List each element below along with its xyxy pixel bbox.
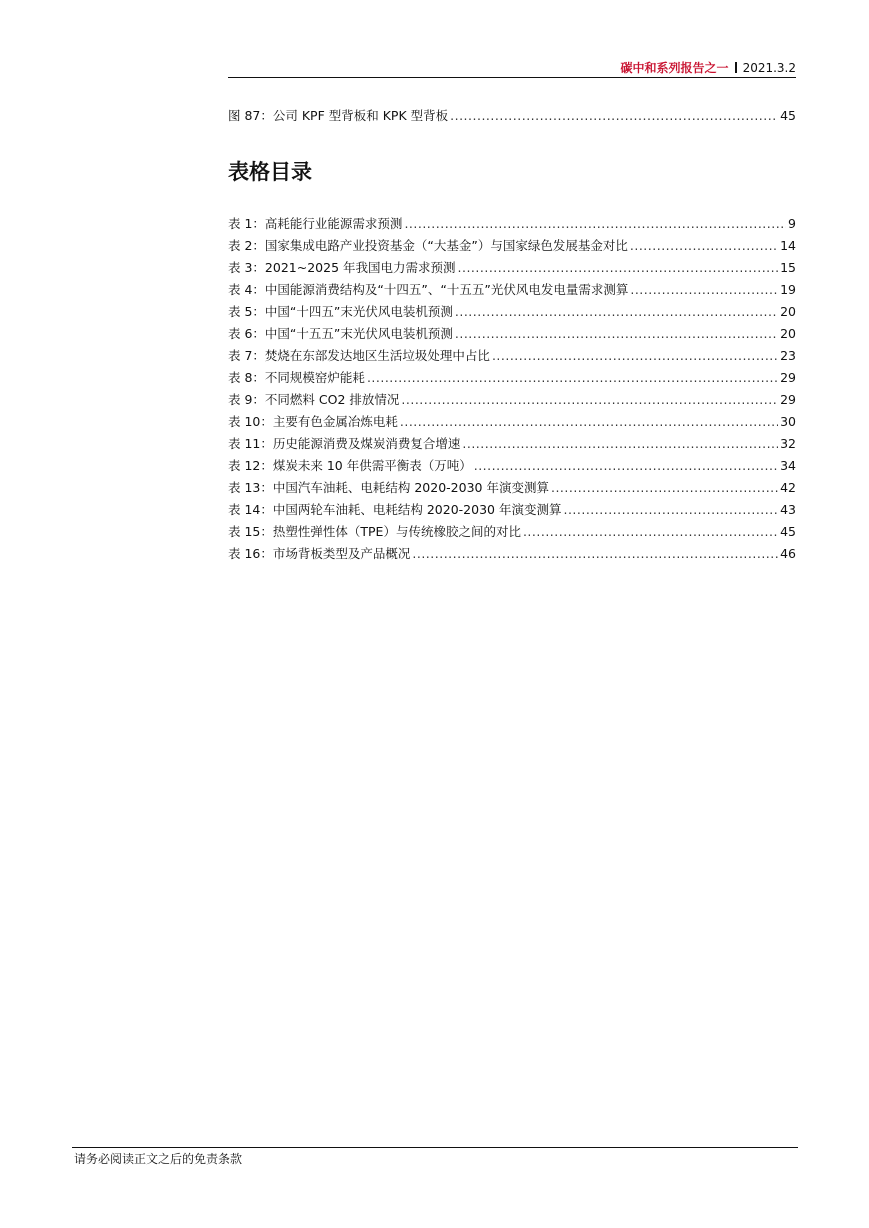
toc-leader-dots — [551, 478, 778, 498]
toc-leader-dots — [450, 106, 778, 126]
report-date: 2021.3.2 — [742, 61, 796, 75]
toc-leader-dots — [523, 522, 778, 542]
toc-entry-page: 20 — [780, 304, 796, 319]
toc-entry[interactable] — [228, 302, 796, 322]
toc-entry-page: 32 — [780, 436, 796, 451]
toc-leader-dots — [492, 346, 778, 366]
toc-entry[interactable] — [228, 544, 796, 564]
toc-entry[interactable] — [228, 478, 796, 498]
toc-entry-page: 34 — [780, 458, 796, 473]
figure-toc-entry[interactable] — [228, 106, 796, 126]
toc-entry-page: 29 — [780, 370, 796, 385]
toc-entry-label: 表 11：历史能源消费及煤炭消费复合增速 — [228, 436, 461, 451]
page-header — [228, 58, 796, 78]
toc-entry-page: 46 — [780, 546, 796, 561]
toc-entry[interactable] — [228, 346, 796, 366]
toc-entry-label: 表 7：焚烧在东部发达地区生活垃圾处理中占比 — [228, 348, 490, 363]
toc-entry-label: 表 4：中国能源消费结构及“十四五”、“十五五”光伏风电发电量需求测算 — [228, 282, 629, 297]
toc-leader-dots — [401, 390, 778, 410]
toc-entry-label: 表 2：国家集成电路产业投资基金（“大基金”）与国家绿色发展基金对比 — [228, 238, 628, 253]
toc-entry-page: 23 — [780, 348, 796, 363]
toc-leader-dots — [563, 500, 778, 520]
toc-entry-label: 表 1：高耗能行业能源需求预测 — [228, 216, 403, 231]
toc-entry-page: 29 — [780, 392, 796, 407]
header-divider — [228, 77, 796, 78]
toc-entry-page: 14 — [780, 238, 796, 253]
toc-entry-page: 43 — [780, 502, 796, 517]
toc-leader-dots — [455, 324, 778, 344]
toc-leader-dots — [458, 258, 779, 278]
toc-entry-page: 20 — [780, 326, 796, 341]
toc-entry[interactable] — [228, 456, 796, 476]
toc-leader-dots — [400, 412, 778, 432]
toc-entry-label: 表 3：2021~2025 年我国电力需求预测 — [228, 260, 456, 275]
toc-entry[interactable] — [228, 390, 796, 410]
toc-leader-dots — [455, 302, 778, 322]
toc-entry-label: 表 13：中国汽车油耗、电耗结构 2020-2030 年演变测算 — [228, 480, 549, 495]
toc-entry[interactable] — [228, 500, 796, 520]
toc-entry-label: 表 12：煤炭未来 10 年供需平衡表（万吨） — [228, 458, 472, 473]
toc-entry[interactable] — [228, 368, 796, 388]
toc-entry-page: 45 — [780, 524, 796, 539]
toc-leader-dots — [630, 280, 778, 300]
toc-leader-dots — [630, 236, 778, 256]
toc-entry-label: 表 6：中国“十五五”末光伏风电装机预测 — [228, 326, 453, 341]
toc-entry-page: 42 — [780, 480, 796, 495]
report-series-title: 碳中和系列报告之一 — [620, 61, 729, 75]
toc-leader-dots — [367, 368, 778, 388]
toc-entry-page: 45 — [780, 108, 796, 123]
toc-leader-dots — [462, 434, 778, 454]
toc-entry-label: 表 9：不同燃料 CO2 排放情况 — [228, 392, 400, 407]
toc-entry[interactable] — [228, 434, 796, 454]
toc-entry-label: 表 5：中国“十四五”末光伏风电装机预测 — [228, 304, 453, 319]
toc-entry-page: 15 — [780, 260, 796, 275]
toc-entry-label: 表 8：不同规模窑炉能耗 — [228, 370, 365, 385]
header-separator — [735, 62, 737, 73]
toc-entry[interactable] — [228, 214, 796, 234]
toc-entry-label: 表 14：中国两轮车油耗、电耗结构 2020-2030 年演变测算 — [228, 502, 562, 517]
toc-leader-dots — [474, 456, 778, 476]
toc-leader-dots — [412, 544, 778, 564]
toc-entry[interactable] — [228, 522, 796, 542]
toc-entry-page: 9 — [788, 216, 796, 231]
toc-entry-label: 表 15：热塑性弹性体（TPE）与传统橡胶之间的对比 — [228, 524, 521, 539]
toc-entry[interactable] — [228, 324, 796, 344]
toc-entry-label: 图 87：公司 KPF 型背板和 KPK 型背板 — [228, 108, 449, 123]
toc-entry[interactable] — [228, 412, 796, 432]
toc-entry-label: 表 16：市场背板类型及产品概况 — [228, 546, 411, 561]
toc-entry[interactable] — [228, 236, 796, 256]
toc-leader-dots — [404, 214, 786, 234]
section-title: 表格目录 — [228, 160, 312, 184]
toc-entry[interactable] — [228, 258, 796, 278]
toc-entry[interactable] — [228, 280, 796, 300]
toc-entry-label: 表 10：主要有色金属冶炼电耗 — [228, 414, 398, 429]
toc-entry-page: 19 — [780, 282, 796, 297]
toc-entry-page: 30 — [780, 414, 796, 429]
footer-disclaimer: 请务必阅读正文之后的免责条款 — [74, 1152, 243, 1166]
footer-divider — [72, 1147, 798, 1148]
